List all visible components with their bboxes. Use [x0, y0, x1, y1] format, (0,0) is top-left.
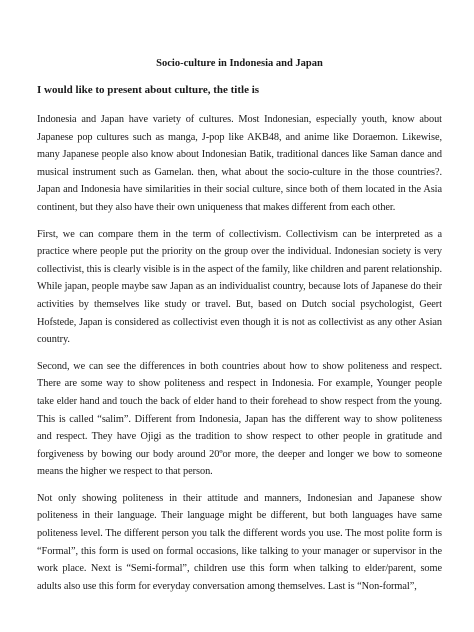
paragraph-politeness: Second, we can see the differences in both countries about how to show politeness and respect. There are some way to show politeness and respect in Indonesia. For example, Younger people take elder hand and touch the back of elder hand to their forehead to show respect from the young. This is called “salim”. Different from Indonesia, Japan has the different way to show politeness and respect. They have Ojigi as the tradition to show respect to other people in gratitude and forgiveness by bowing our body around 20ºor more, the deeper and longer we bow to someone means the higher we respect to that person. [37, 360, 442, 478]
document-title: Socio-culture in Indonesia and Japan [156, 58, 323, 69]
paragraph-language: Not only showing politeness in their attitude and manners, Indonesian and Japanese show politeness in their language. Their language might be different, but both languages have same politeness level. The different person you talk the different words you use. The most polite form is “Formal”, this form is used on formal occasions, like talking to your manager or supervisor in the work place. Next is “Semi-formal”, children use this form when talking to elder/parent, some adults also use this form for everyday conversation among themselves. Last is “Non-formal”, [37, 492, 442, 592]
paragraph-collectivism: First, we can compare them in the term of collectivism. Collectivism can be interpreted as a practice where people put the priority on the group over the individual. Indonesian society is very collectivist, this is clearly visible is in the aspect of the family, like children and parent relationship. While japan, people maybe saw Japan as an individualist country, because lots of Japanese do their activities by themselves like study or travel. But, based on Dutch social psychologist, Geert Hofstede, Japan is considered as collectivist even though it is not as collectivist as any other Asian country. [37, 228, 442, 346]
document-subtitle: I would like to present about culture, the title is [37, 84, 260, 96]
paragraph-intro: Indonesia and Japan have variety of cultures. Most Indonesian, especially youth, know about Japanese pop cultures such as manga, J-pop like AKB48, and anime like Doraemon. Likewise, many Japanese people also know about Indonesian Batik, traditional dances like Saman dance and musical instrument such as Gamelan. then, what about the socio-culture in the those countries?. Japan and Indonesia have similarities in their social culture, since both of them located in the Asia continent, but they also have their own uniqueness that makes different from each other. [37, 114, 442, 213]
